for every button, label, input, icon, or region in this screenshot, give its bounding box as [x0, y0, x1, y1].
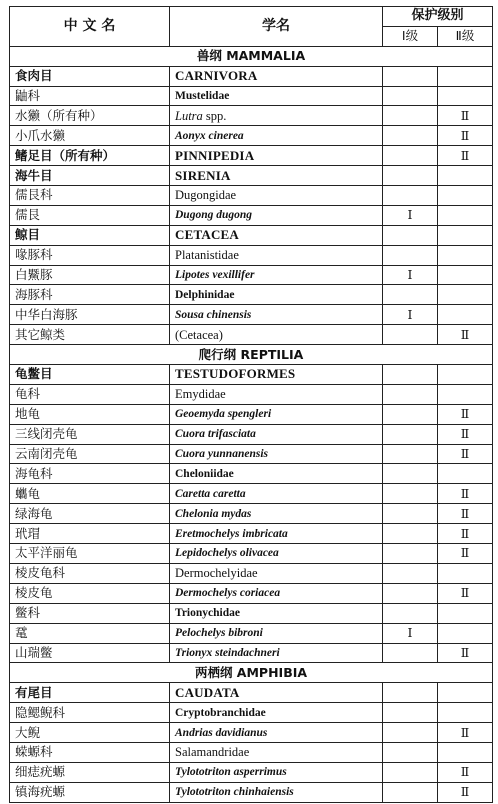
chinese-name-cell: 海牛目 — [10, 166, 170, 186]
scientific-name-cell: (Cetacea) — [170, 325, 383, 345]
table-row — [10, 524, 493, 544]
table-row — [10, 106, 493, 126]
chinese-name-cell: 有尾目 — [10, 683, 170, 703]
class-title: 两栖纲 AMPHIBIA — [10, 663, 493, 683]
grade-2-cell: Ⅱ — [438, 484, 493, 504]
chinese-name-cell: 棱皮龟 — [10, 583, 170, 603]
grade-2-cell: Ⅱ — [438, 762, 493, 782]
table-row — [10, 583, 493, 603]
scientific-name-cell: Aonyx cinerea — [170, 126, 383, 146]
chinese-name-cell: 镇海疣螈 — [10, 782, 170, 802]
grade-1-cell — [383, 762, 438, 782]
scientific-name-cell: Delphinidae — [170, 285, 383, 305]
grade-1-cell — [383, 444, 438, 464]
grade-1-cell — [383, 66, 438, 86]
scientific-name-cell: Geoemyda spengleri — [170, 404, 383, 424]
scientific-name-cell: Cuora yunnanensis — [170, 444, 383, 464]
grade-1-cell — [383, 603, 438, 623]
grade-2-cell: Ⅱ — [438, 424, 493, 444]
grade-1-cell — [383, 524, 438, 544]
grade-2-cell: Ⅱ — [438, 782, 493, 802]
table-row — [10, 285, 493, 305]
table-row — [10, 603, 493, 623]
scientific-name-cell: Dermochelys coriacea — [170, 583, 383, 603]
scientific-name-cell — [170, 106, 383, 126]
scientific-name-cell: Salamandridae — [170, 742, 383, 762]
scientific-name-cell: Eretmochelys imbricata — [170, 524, 383, 544]
table-row — [10, 404, 493, 424]
chinese-name-cell: 小爪水獭 — [10, 126, 170, 146]
order-row — [10, 365, 493, 385]
grade-1-cell — [383, 166, 438, 186]
scientific-name-cell: SIRENIA — [170, 166, 383, 186]
chinese-name-cell: 白鱀豚 — [10, 265, 170, 285]
grade-1-cell — [383, 504, 438, 524]
chinese-name-cell: 太平洋丽龟 — [10, 544, 170, 564]
grade-1-cell — [383, 365, 438, 385]
grade-1-cell — [383, 86, 438, 106]
chinese-name-cell: 三线闭壳龟 — [10, 424, 170, 444]
chinese-name-cell: 鲸目 — [10, 225, 170, 245]
table-row — [10, 742, 493, 762]
genus-name: Lutra — [175, 108, 203, 123]
grade-1-cell — [383, 225, 438, 245]
chinese-name-cell: 食肉目 — [10, 66, 170, 86]
scientific-name-cell: Cuora trifasciata — [170, 424, 383, 444]
grade-1-cell — [383, 464, 438, 484]
grade-2-cell — [438, 186, 493, 206]
scientific-name-cell: Cheloniidae — [170, 464, 383, 484]
species-suffix: spp. — [202, 108, 227, 123]
table-row — [10, 643, 493, 663]
chinese-name-cell: 鼬科 — [10, 86, 170, 106]
table-row — [10, 563, 493, 583]
scientific-name-cell: Caretta caretta — [170, 484, 383, 504]
grade-1-cell — [383, 782, 438, 802]
grade-2-cell — [438, 563, 493, 583]
scientific-name-cell: Chelonia mydas — [170, 504, 383, 524]
header-grade-1: Ⅰ级 — [383, 26, 438, 46]
chinese-name-cell: 龟科 — [10, 384, 170, 404]
chinese-name-cell: 鳍足目（所有种） — [10, 146, 170, 166]
grade-2-cell — [438, 245, 493, 265]
grade-2-cell — [438, 166, 493, 186]
grade-2-cell — [438, 66, 493, 86]
grade-1-cell — [383, 583, 438, 603]
header-protection-level: 保护级别 — [383, 7, 493, 27]
grade-2-cell: Ⅱ — [438, 325, 493, 345]
grade-2-cell — [438, 285, 493, 305]
grade-2-cell — [438, 205, 493, 225]
chinese-name-cell: 棱皮龟科 — [10, 563, 170, 583]
scientific-name-cell: CAUDATA — [170, 683, 383, 703]
scientific-name-cell: TESTUDOFORMES — [170, 365, 383, 385]
grade-1-cell — [383, 146, 438, 166]
grade-1-cell — [383, 186, 438, 206]
grade-2-cell: Ⅱ — [438, 723, 493, 743]
grade-1-cell — [383, 544, 438, 564]
grade-1-cell — [383, 384, 438, 404]
table-row — [10, 623, 493, 643]
chinese-name-cell: 儒艮 — [10, 205, 170, 225]
table-row — [10, 424, 493, 444]
grade-1-cell — [383, 703, 438, 723]
grade-1-cell — [383, 424, 438, 444]
grade-2-cell: Ⅱ — [438, 126, 493, 146]
chinese-name-cell: 儒艮科 — [10, 186, 170, 206]
grade-2-cell — [438, 703, 493, 723]
chinese-name-cell: 蠵龟 — [10, 484, 170, 504]
table-row — [10, 444, 493, 464]
chinese-name-cell: 绿海龟 — [10, 504, 170, 524]
chinese-name-cell: 鳖科 — [10, 603, 170, 623]
order-row — [10, 66, 493, 86]
grade-2-cell — [438, 683, 493, 703]
table-row — [10, 723, 493, 743]
scientific-name-cell: Cryptobranchidae — [170, 703, 383, 723]
grade-1-cell — [383, 742, 438, 762]
chinese-name-cell: 喙豚科 — [10, 245, 170, 265]
grade-1-cell: Ⅰ — [383, 265, 438, 285]
header-scientific-name: 学名 — [170, 7, 383, 47]
scientific-name-cell: Dugong dugong — [170, 205, 383, 225]
grade-2-cell — [438, 603, 493, 623]
grade-1-cell — [383, 643, 438, 663]
chinese-name-cell: 山瑞鳖 — [10, 643, 170, 663]
table-row — [10, 245, 493, 265]
table-row — [10, 205, 493, 225]
grade-2-cell: Ⅱ — [438, 504, 493, 524]
chinese-name-cell: 蝾螈科 — [10, 742, 170, 762]
grade-2-cell: Ⅱ — [438, 404, 493, 424]
grade-2-cell: Ⅱ — [438, 524, 493, 544]
scientific-name-cell: CETACEA — [170, 225, 383, 245]
table-row — [10, 484, 493, 504]
grade-2-cell — [438, 265, 493, 285]
scientific-name-cell: Dermochelyidae — [170, 563, 383, 583]
scientific-name-cell: Trionyx steindachneri — [170, 643, 383, 663]
chinese-name-cell: 水獭（所有种） — [10, 106, 170, 126]
grade-2-cell — [438, 623, 493, 643]
grade-2-cell — [438, 225, 493, 245]
grade-1-cell: Ⅰ — [383, 205, 438, 225]
grade-2-cell: Ⅱ — [438, 643, 493, 663]
table-row — [10, 384, 493, 404]
scientific-name-cell: Andrias davidianus — [170, 723, 383, 743]
scientific-name-cell: Pelochelys bibroni — [170, 623, 383, 643]
chinese-name-cell: 云南闭壳龟 — [10, 444, 170, 464]
table-row — [10, 305, 493, 325]
scientific-name-cell: Tylototriton chinhaiensis — [170, 782, 383, 802]
class-title: 爬行纲 REPTILIA — [10, 345, 493, 365]
chinese-name-cell: 其它鲸类 — [10, 325, 170, 345]
scientific-name-cell: Lipotes vexillifer — [170, 265, 383, 285]
table-body — [10, 46, 493, 802]
chinese-name-cell: 海豚科 — [10, 285, 170, 305]
grade-2-cell — [438, 365, 493, 385]
scientific-name-cell: Emydidae — [170, 384, 383, 404]
class-header-row — [10, 663, 493, 683]
grade-2-cell — [438, 86, 493, 106]
table-row — [10, 762, 493, 782]
grade-1-cell — [383, 484, 438, 504]
table-row — [10, 265, 493, 285]
table-row — [10, 464, 493, 484]
grade-1-cell: Ⅰ — [383, 305, 438, 325]
scientific-name-cell: PINNIPEDIA — [170, 146, 383, 166]
order-row — [10, 225, 493, 245]
class-header-row — [10, 46, 493, 66]
table-row — [10, 504, 493, 524]
grade-2-cell — [438, 305, 493, 325]
table-row — [10, 86, 493, 106]
grade-2-cell — [438, 384, 493, 404]
grade-1-cell — [383, 683, 438, 703]
order-row — [10, 146, 493, 166]
scientific-name-cell: Mustelidae — [170, 86, 383, 106]
scientific-name-cell: Trionychidae — [170, 603, 383, 623]
grade-2-cell — [438, 742, 493, 762]
grade-1-cell — [383, 723, 438, 743]
class-header-row — [10, 345, 493, 365]
grade-2-cell: Ⅱ — [438, 583, 493, 603]
header-chinese-name: 中 文 名 — [10, 7, 170, 47]
chinese-name-cell: 玳瑁 — [10, 524, 170, 544]
class-title: 兽纲 MAMMALIA — [10, 46, 493, 66]
grade-2-cell: Ⅱ — [438, 146, 493, 166]
order-row — [10, 683, 493, 703]
chinese-name-cell: 细痣疣螈 — [10, 762, 170, 782]
chinese-name-cell: 龟鳖目 — [10, 365, 170, 385]
chinese-name-cell: 海龟科 — [10, 464, 170, 484]
grade-1-cell: Ⅰ — [383, 623, 438, 643]
scientific-name-cell: Tylototriton asperrimus — [170, 762, 383, 782]
grade-1-cell — [383, 563, 438, 583]
grade-2-cell — [438, 464, 493, 484]
chinese-name-cell: 隐鳃鲵科 — [10, 703, 170, 723]
scientific-name-cell: CARNIVORA — [170, 66, 383, 86]
scientific-name-cell: Sousa chinensis — [170, 305, 383, 325]
scientific-name-cell: Platanistidae — [170, 245, 383, 265]
grade-1-cell — [383, 245, 438, 265]
grade-1-cell — [383, 106, 438, 126]
grade-2-cell: Ⅱ — [438, 444, 493, 464]
table-row — [10, 544, 493, 564]
chinese-name-cell: 大鲵 — [10, 723, 170, 743]
table-row — [10, 126, 493, 146]
table-row — [10, 703, 493, 723]
chinese-name-cell: 鼋 — [10, 623, 170, 643]
scientific-name-cell: Dugongidae — [170, 186, 383, 206]
grade-2-cell: Ⅱ — [438, 544, 493, 564]
table-row — [10, 325, 493, 345]
header-grade-2: Ⅱ级 — [438, 26, 493, 46]
chinese-name-cell: 地龟 — [10, 404, 170, 424]
grade-2-cell: Ⅱ — [438, 106, 493, 126]
table-row — [10, 782, 493, 802]
grade-1-cell — [383, 404, 438, 424]
chinese-name-cell: 中华白海豚 — [10, 305, 170, 325]
grade-1-cell — [383, 325, 438, 345]
scientific-name-cell: Lepidochelys olivacea — [170, 544, 383, 564]
table-row — [10, 186, 493, 206]
order-row — [10, 166, 493, 186]
grade-1-cell — [383, 126, 438, 146]
grade-1-cell — [383, 285, 438, 305]
protected-species-table — [9, 6, 493, 803]
